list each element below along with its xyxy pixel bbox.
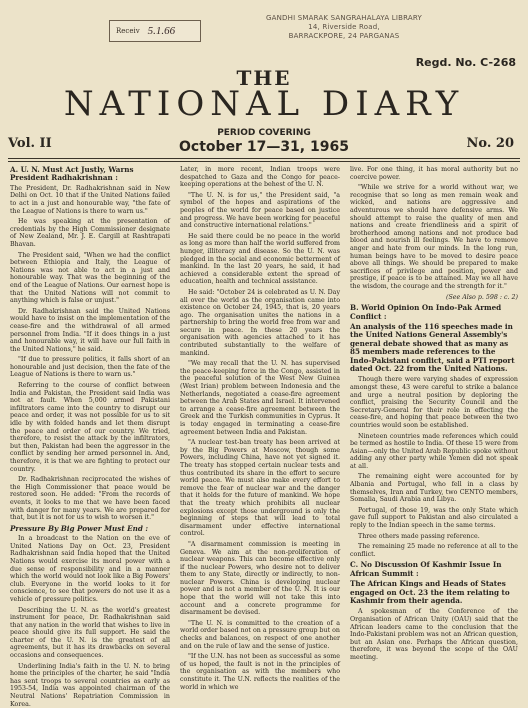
column-1 [10,165,170,708]
paragraph: In a broadcast to the Nation on the eve of United Nations Day on Oct. 23, President Radhakrishnan said India hoped that the United Nations would exercise its moral power with a due sense of responsibility and in a manner which the world would not look like a Big Powers' club. Everyone in the world looks to it for conscience, to see that powers do not use it as a vehicle of pressure politics. [10,535,170,603]
issue-number: No. 20 [466,136,514,151]
paragraph: "The U. N. is committed to the creation of a world order based not on a pressure group but on checks and balances, on respect of one another and on the rule of law and the sense of justice. [180,619,340,650]
paragraph: "A nuclear test-ban treaty has been arrived at by the Big Powers at Moscow, though some Powers, including China, have not yet signed it. The treaty has stopped certain nuclear tests and thus contributed its share in the effort to secure world peace. We must also make every effort to remove the fear of nuclear war and the danger that it holds for the future of mankind. We hope that the treaty which prohibits all nuclear explosions except those underground is only the beginning of steps that will lead to total disarmament under effective international control. [180,439,340,538]
period-dates: October 17—31, 1965 [179,139,349,155]
paragraph: Referring to the course of conflict between India and Pakistan, the President said India was not at fault. When 5,000 armed Pakistani infiltrators came into the country to disrupt our peace and order, it was not possible for us to sit idle by with folded hands and let them disrupt the peace and order of our country. We tried, therefore, to resist the attack by the infiltrators, but then, Pakistan had been the aggressor in the conflict by sending her armed personnel in. And, therefore, it is that we are fighting to protect our country. [10,382,170,473]
header-rule-bottom [8,161,520,162]
paragraph: Portugal, of those 19, was the only State which gave full support to Pakistan and also circulated a reply to the Indian speech in the same terms. [350,506,518,530]
paragraph: "A disarmament commission is meeting in Geneva. We aim at the non-proliferation of nuclear weapons. This can become effective only if the nuclear Powers, who desire not to deliver them to any State, directly or indirectly, to non-nuclear Powers. China is developing nuclear power and is not a member of the U. N. It is our hope that the world will not take this into account and a concrete programme for disarmament be devised. [180,540,340,617]
stamp-label: Receiv [116,27,140,35]
lead-paragraph: The African Kings and Heads of States engaged on Oct. 23 the item relating to Kashmir from their agenda. [350,579,510,606]
paragraph: Dr. Radhakrishnan said the United Nations would have to insist on the implementation of the cease-fire and the withdrawal of all armed personnel from India. "If it does things in a just and honourable way, it will have our full faith in the United Nations," he said. [10,307,170,353]
paragraph: Later, in more recent, Indian troops were despatched to Gaza and the Congo for peace-keeping operations at the behest of the U. N. [180,166,340,189]
registration-number: Regd. No. C-268 [415,56,516,69]
library-stamp [244,14,444,41]
library-line-3: BARRACKPORE, 24 PARGANAS [288,32,400,40]
paragraph: "While we strive for a world without war, we recognise that so long as men remain weak and wicked, and nations are aggressive and adventurous we should have defensive arms. We should attempt to raise the quality of men and nations and create friendliness and a spirit of brotherhood among nations and not produce bad blood and nourish ill feelings. We have to remove anger and hate from our minds. In the long run, human beings have to be moved to desire peace above all things. We should be prepared to make sacrifices of privilege and position, power and prestige, if peace is to be attained. May we all have the wisdom, the courage and the strength for it." [350,184,518,290]
article-b-headline: B. World Opinion On Indo-Pak Armed Conflict : [350,303,502,321]
paragraph: Three others made passing reference. [358,532,480,540]
paragraph: "If the U.N. has not been as successful as some of us hoped, the fault is not in the principles of the organisation as with the members who constitute it. The U.N. reflects the realities of the world in which we [180,653,340,691]
paragraph: live. For one thing, it has moral authority but no coercive power. [350,166,518,181]
paragraph: He was speaking at the presentation of credentials by the High Commissioner designate of New Zealand, Mr. J. E. Cargill at Rashtrapati Bhavan. [10,218,170,248]
paragraph: He said: "October 24 is celebrated as U. N. Day all over the world as the organisation came into existence on October 24, 1945, that is, 20 years ago. The organisation unites the nations in a partnership to bring the world free from war and secure in peace. In these 20 years the organisation with agencies attached to it has contributed substantially to the welfare of mankind. [180,288,340,357]
column-2 [180,166,340,691]
paragraph: The remaining 25 made no reference at all to the conflict. [350,543,518,558]
header-rule-top [8,158,520,159]
lead-paragraph: An analysis of the 116 speeches made in the United Nations General Assembly's general debate showed that as many as 85 members made references to the Indo-Pakistani conflict, said a PTI report dated Oct. 22 from the United Nations. [350,321,515,373]
cross-reference: (See Also p. 598 : c. 2) [446,293,518,301]
paragraph: The President, Dr. Radhakrishnan said in New Delhi on Oct. 10 that if the United Nations failed to act in a just and honourable way, "the fate of the League of Nations is there to warn us." [10,184,170,215]
received-stamp [109,20,201,42]
library-line-2: 14, Riverside Road, [308,23,380,31]
paragraph: Describing the U. N. as the world's greatest instrument for peace, Dr. Radhakrishnan said that any nation in the world that wishes to live in peace should give its full support. He said the charter of the U. N. is the greatest of all agreements, but it has its drawbacks on several occasions and consequences. [10,606,170,660]
paragraph: "We may recall that the U. N. has supervised the peace-keeping force in the Congo, assisted in the peaceful solution of the West New Guinea (West Irian) problem between Indonesia and the Netherlands, negotiated a cease-fire agreement between the Arab States and Israel. It intervened to arrange a cease-fire agreement between the Greek and the Turkish communities in Cyprus. It is today engaged in terminating a cease-fire agreement between India and Pakistan. [180,360,340,436]
article-a-headline: A. U. N. Must Act Justly, Warns President Radhakrishnan : [10,165,134,183]
paragraph: The President said, "When we had the conflict between Ethiopia and Italy, the League of Nations was not able to act in a just and honourable way. That was the beginning of the end of the League of Nations. Our earnest hope is that the United Nations will not commit to anything which is false or unjust." [10,251,170,305]
paragraph: He said there could be no peace in the world as long as more than half the world suffered from hunger, illiteracy and disease. So the U. N. was pledged in the social and economic betterment of mankind. In the last 20 years, he said, it had achieved a considerable extent the spread of education, health and technical assistance. [180,232,340,286]
paragraph: "The U. N. is for us," the President said, "a symbol of the hopes and aspirations of the peoples of the world for peace based on justice and progress. We have been working for peaceful and constructive international relations." [180,191,340,230]
stamp-number: 5.1.66 [147,25,176,37]
volume-label: Vol. II [8,136,52,151]
paragraph: Though there were varying shades of expression amongst these, 43 were careful to strike a balance and urge a neutral position by deploring the conflict, praising the Security Council and the Secretary-General for their role in effecting the cease-fire, and hoping that peace between the two countries would soon be established. [350,376,518,429]
masthead-title: NATIONAL DIARY [63,84,465,124]
column-3 [350,166,518,661]
library-line-1: GANDHI SMARAK SANGRAHALAYA LIBRARY [266,14,422,22]
paragraph: "If due to pressure politics, it falls short of an honourable and just decision, then the fate of the League of Nations is there to warn us." [10,356,170,379]
period-label: PERIOD COVERING [217,128,311,138]
article-c-headline: C. No Discussion Of Kashmir Issue In African Summit : [350,560,502,578]
paragraph: Dr. Radhakrishnan reciprocated the wishes of the High Commissioner that peace would be restored soon. He added: "From the records of events, it looks to me that we have been faced with danger for many years. We are prepared for that, but it is not for us to wish to worsen it." [10,476,170,522]
masthead-the: THE [236,66,292,90]
paragraph: Nineteen countries made references which could be termed as hostile to India. Of these 15 were from Asian—only the United Arab Republic spoke without adding any other party while Yemen did not speak at all. [350,432,518,470]
subheading-pressure: Pressure By Big Power Must End : [10,523,149,533]
paragraph: A spokesman of the Conference of the Organisation of African Unity (OAU) said that the African leaders came to the conclusion that the Indo-Pakistani problem was not an African question, but an Asian one. Perhaps the African question, therefore, it was beyond the scope of the OAU meeting. [350,608,518,661]
paragraph: Underlining India's faith in the U. N. to bring home the principles of the charter, he said "India has sent troops to several countries as early as 1953-54, India was appointed chairman of the Neutral Nations' Repatriation Commission in Korea. [10,662,170,708]
paragraph: The remaining eight were accounted for by Albania and Portugal, who fell in a class by themselves, Iran and Turkey, two CENTO members, Somalia, Saudi Arabia and Libya. [350,473,518,504]
